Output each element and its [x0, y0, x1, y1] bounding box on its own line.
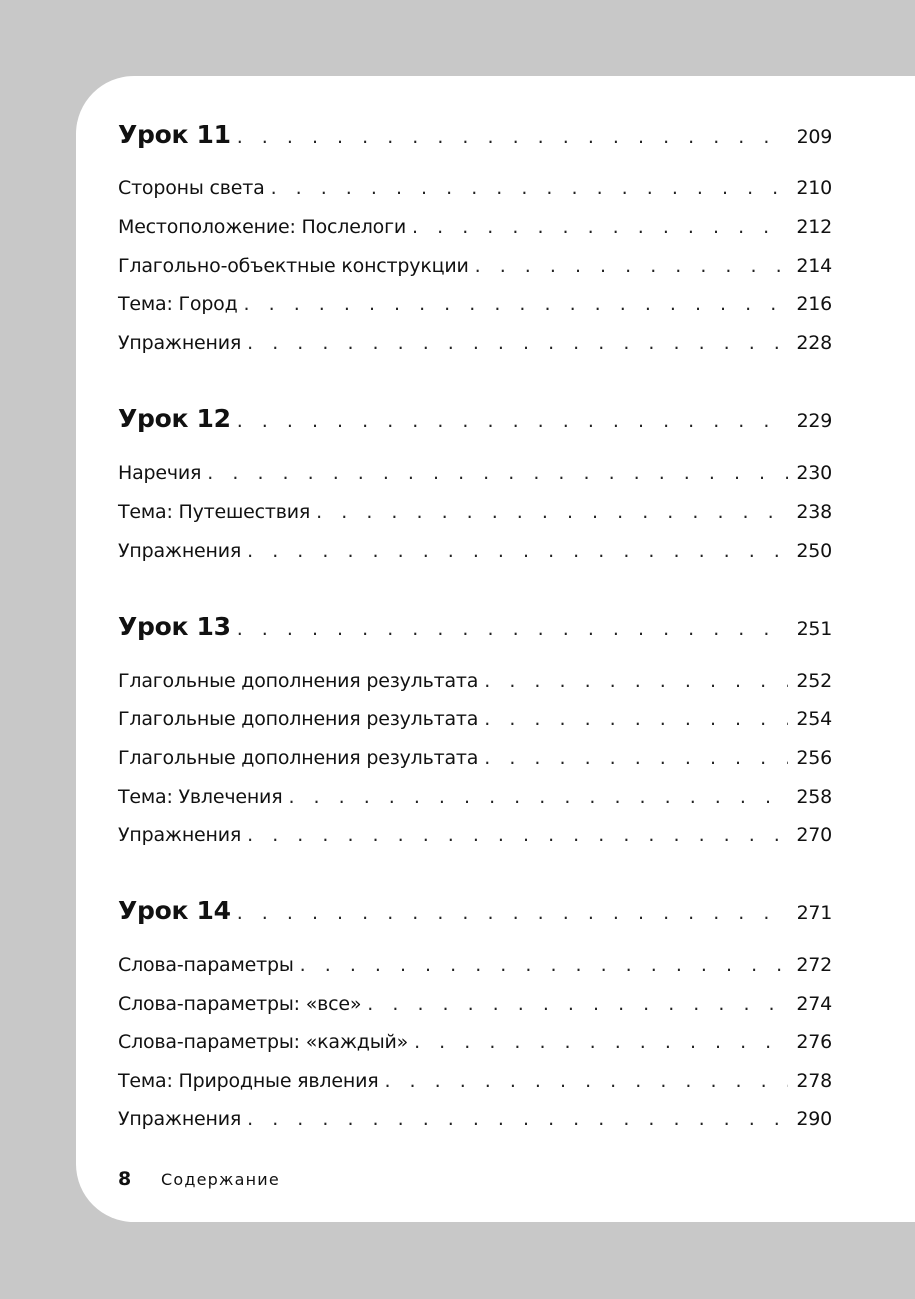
- toc-entry-title: Наречия: [118, 462, 202, 484]
- toc-page-number: 272: [796, 954, 832, 976]
- toc-leader-dots: [484, 747, 788, 769]
- toc-entry[interactable]: [118, 293, 832, 315]
- toc-page-number: 229: [796, 410, 832, 432]
- toc-page-number: 214: [796, 255, 832, 277]
- toc-page-number: 274: [796, 993, 832, 1015]
- toc-page-number: 212: [796, 216, 832, 238]
- toc-leader-dots: [271, 177, 789, 199]
- toc-leader-dots: [414, 1031, 788, 1053]
- toc-lesson-11[interactable]: [118, 120, 832, 149]
- toc-entry-title: Упражнения: [118, 824, 242, 846]
- toc-page-number: 251: [796, 618, 832, 640]
- toc-entry-title: Глагольные дополнения результата: [118, 747, 479, 769]
- toc-leader-dots: [247, 824, 788, 846]
- toc-page-number: 270: [796, 824, 832, 846]
- toc-entry[interactable]: [118, 332, 832, 354]
- toc-entry[interactable]: [118, 255, 832, 277]
- toc-entry-title: Тема: Путешествия: [118, 501, 311, 523]
- toc-entry[interactable]: [118, 216, 832, 238]
- toc-entry-title: Упражнения: [118, 1108, 242, 1130]
- toc-leader-dots: [247, 1108, 788, 1130]
- toc-page-number: 230: [796, 462, 832, 484]
- toc-entry-title: Глагольные дополнения результата: [118, 708, 479, 730]
- toc-page-number: 238: [796, 501, 832, 523]
- toc-lesson-title: Урок 11: [118, 120, 231, 149]
- toc-lesson-13[interactable]: [118, 612, 832, 641]
- toc-page-number: 258: [796, 786, 832, 808]
- toc-leader-dots: [475, 255, 789, 277]
- toc-leader-dots: [237, 126, 789, 148]
- toc-page-number: 250: [796, 540, 832, 562]
- toc-page-number: 254: [796, 708, 832, 730]
- toc-page-number: 209: [796, 126, 832, 148]
- toc-leader-dots: [207, 462, 788, 484]
- toc-entry[interactable]: [118, 501, 832, 523]
- toc-entry[interactable]: [118, 462, 832, 484]
- toc-entry[interactable]: [118, 1031, 832, 1053]
- toc-entry-title: Слова-параметры: «каждый»: [118, 1031, 409, 1053]
- toc-leader-dots: [244, 293, 789, 315]
- toc-page-number: 271: [796, 902, 832, 924]
- toc-entry-title: Упражнения: [118, 332, 242, 354]
- toc-leader-dots: [384, 1070, 788, 1092]
- toc-leader-dots: [247, 540, 788, 562]
- toc-lesson-14[interactable]: [118, 896, 832, 925]
- toc-leader-dots: [484, 670, 788, 692]
- toc-entry-title: Упражнения: [118, 540, 242, 562]
- toc-entry[interactable]: [118, 954, 832, 976]
- toc-leader-dots: [237, 618, 789, 640]
- toc-lesson-title: Урок 12: [118, 404, 231, 433]
- toc-entry-title: Местоположение: Послелоги: [118, 216, 407, 238]
- toc-entry[interactable]: [118, 786, 832, 808]
- toc-page-number: 228: [796, 332, 832, 354]
- toc-page-number: 290: [796, 1108, 832, 1130]
- toc-leader-dots: [237, 902, 789, 924]
- toc-leader-dots: [316, 501, 788, 523]
- toc-leader-dots: [237, 410, 789, 432]
- toc-entry[interactable]: [118, 670, 832, 692]
- toc-entry[interactable]: [118, 993, 832, 1015]
- toc-leader-dots: [484, 708, 788, 730]
- toc-entry[interactable]: [118, 824, 832, 846]
- toc-leader-dots: [412, 216, 788, 238]
- toc-entry[interactable]: [118, 540, 832, 562]
- toc-entry-title: Стороны света: [118, 177, 265, 199]
- toc-leader-dots: [247, 332, 788, 354]
- toc-page-number: 252: [796, 670, 832, 692]
- toc-entry-title: Глагольно-объектные конструкции: [118, 255, 469, 277]
- toc-entry[interactable]: [118, 747, 832, 769]
- toc-entry-title: Тема: Увлечения: [118, 786, 283, 808]
- toc-page-number: 278: [796, 1070, 832, 1092]
- toc-entry[interactable]: [118, 177, 832, 199]
- toc-page-number: 216: [796, 293, 832, 315]
- toc-entry-title: Слова-параметры: «все»: [118, 993, 362, 1015]
- footer-section-label: Содержание: [161, 1170, 280, 1189]
- toc-entry-title: Тема: Природные явления: [118, 1070, 379, 1092]
- toc-entry[interactable]: [118, 1108, 832, 1130]
- toc-lesson-title: Урок 14: [118, 896, 231, 925]
- footer-page-number: 8: [118, 1168, 132, 1190]
- toc-page-number: 276: [796, 1031, 832, 1053]
- toc-entry-title: Тема: Город: [118, 293, 238, 315]
- toc-entry-title: Слова-параметры: [118, 954, 294, 976]
- toc-entry-title: Глагольные дополнения результата: [118, 670, 479, 692]
- page-footer: [118, 1168, 280, 1190]
- toc-entry[interactable]: [118, 1070, 832, 1092]
- toc-leader-dots: [288, 786, 788, 808]
- toc-lesson-12[interactable]: [118, 404, 832, 433]
- toc-leader-dots: [367, 993, 788, 1015]
- toc-entry[interactable]: [118, 708, 832, 730]
- toc-page-number: 210: [796, 177, 832, 199]
- toc-page-number: 256: [796, 747, 832, 769]
- toc-leader-dots: [300, 954, 789, 976]
- toc-lesson-title: Урок 13: [118, 612, 231, 641]
